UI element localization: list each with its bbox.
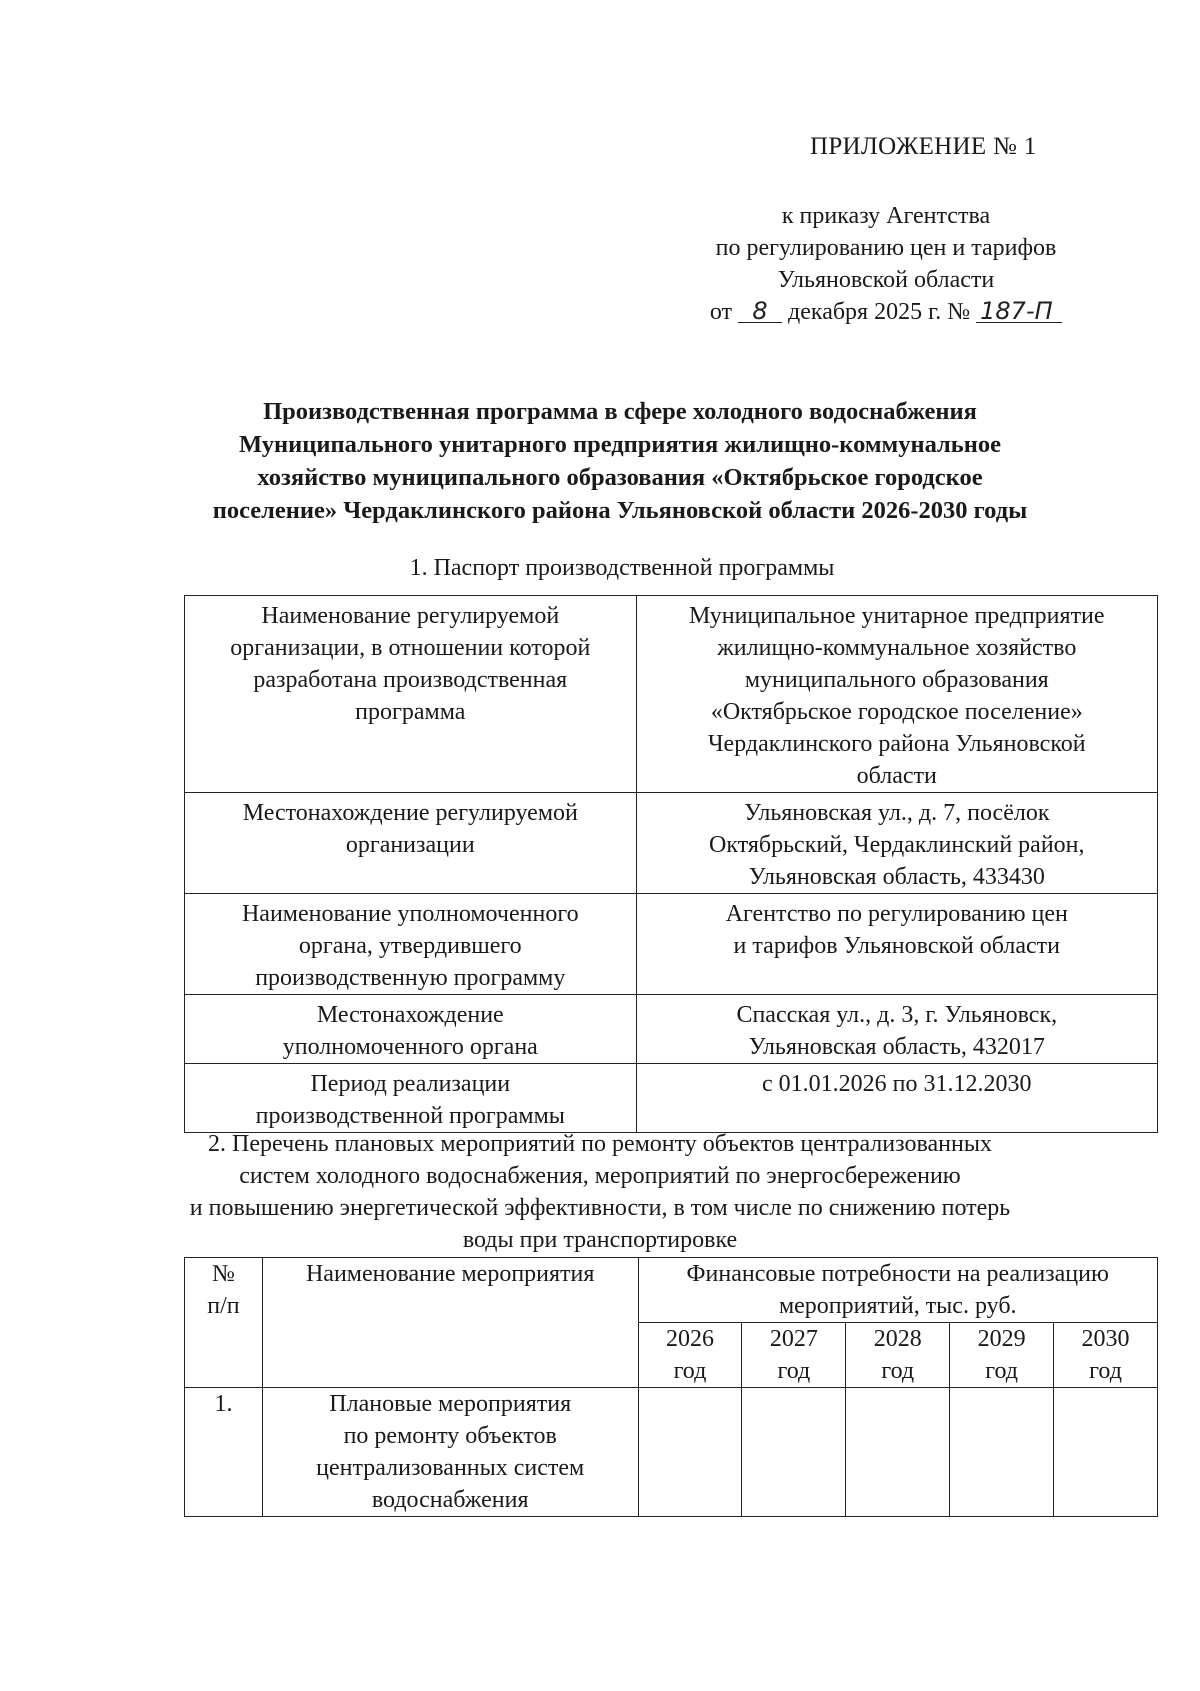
year-suffix: год	[777, 1358, 811, 1384]
passport-value-cell	[636, 1064, 1157, 1133]
order-date-line	[656, 296, 1116, 328]
order-line-2: по регулированию цен и тарифов	[715, 235, 1057, 261]
passport-label-line: Наименование регулируемой	[261, 603, 560, 629]
col-header-year	[1054, 1323, 1158, 1388]
passport-value-line: «Октябрьское городское поселение»	[710, 699, 1083, 725]
program-title-line-1: Производственная программа в сфере холодного водоснабжения	[263, 398, 977, 425]
order-line-1: к приказу Агентства	[781, 203, 991, 229]
passport-value-line: Октябрьский, Чердаклинский район,	[709, 832, 1085, 858]
col-header-finance	[638, 1258, 1158, 1323]
passport-value-line: и тарифов Ульяновской области	[733, 933, 1060, 959]
col-header-year	[742, 1323, 846, 1388]
passport-label-line: Местонахождение	[316, 1002, 504, 1028]
appendix-title: ПРИЛОЖЕНИЕ № 1	[810, 133, 1037, 160]
measures-table	[184, 1257, 1158, 1517]
order-date-text: декабря 2025 г. №	[788, 299, 971, 325]
passport-value-line: Ульяновская область, 432017	[748, 1034, 1045, 1060]
col-header-number-line-2: п/п	[207, 1293, 240, 1319]
passport-label-cell	[185, 894, 637, 995]
passport-row	[185, 793, 1158, 894]
passport-value-line: Муниципальное унитарное предприятие	[689, 603, 1105, 629]
passport-heading: 1. Паспорт производственной программы	[409, 555, 835, 581]
passport-value-line: Чердаклинского района Ульяновской	[707, 731, 1086, 757]
passport-table	[184, 595, 1158, 1133]
passport-label-line: органа, утвердившего	[298, 933, 522, 959]
col-header-year	[950, 1323, 1054, 1388]
program-title-line-4: поселение» Чердаклинского района Ульяновской области 2026-2030 годы	[212, 497, 1028, 524]
measure-name-line: водоснабжения	[371, 1487, 529, 1513]
passport-label-cell	[185, 995, 637, 1064]
passport-value-cell	[636, 793, 1157, 894]
passport-label-line: производственной программы	[255, 1103, 565, 1129]
passport-value-line: с 01.01.2026 по 31.12.2030	[762, 1071, 1032, 1097]
col-header-finance-line-2: мероприятий, тыс. руб.	[778, 1293, 1017, 1319]
measure-name-line: централизованных систем	[316, 1455, 585, 1481]
passport-label-line: Наименование уполномоченного	[241, 901, 579, 927]
year-value: 2030	[1081, 1326, 1130, 1352]
year-value: 2028	[873, 1326, 922, 1352]
measure-name-line: Плановые мероприятия	[329, 1391, 572, 1417]
passport-row	[185, 894, 1158, 995]
passport-value-cell	[636, 596, 1157, 793]
order-reference	[656, 200, 1116, 328]
passport-label-cell	[185, 793, 637, 894]
col-header-name: Наименование мероприятия	[262, 1258, 638, 1388]
measures-heading-line-3: и повышению энергетической эффективности, в том числе по снижению потерь	[189, 1195, 1011, 1221]
measures-heading	[0, 1128, 1200, 1256]
passport-label-line: Местонахождение регулируемой	[242, 800, 578, 826]
order-day-handwritten: 8	[738, 300, 782, 323]
passport-row	[185, 1064, 1158, 1133]
col-header-number-line-1: №	[211, 1261, 235, 1287]
measure-finance-cell	[846, 1388, 950, 1517]
measures-heading-line-4: воды при транспортировке	[462, 1227, 738, 1253]
year-value: 2027	[769, 1326, 818, 1352]
measure-finance-cell	[638, 1388, 742, 1517]
passport-row	[185, 596, 1158, 793]
passport-label-cell	[185, 596, 637, 793]
passport-value-line: муниципального образования	[744, 667, 1049, 693]
passport-value-line: жилищно-коммунальное хозяйство	[717, 635, 1077, 661]
col-header-year	[638, 1323, 742, 1388]
passport-label-cell	[185, 1064, 637, 1133]
year-suffix: год	[1089, 1358, 1122, 1384]
measure-finance-cell	[742, 1388, 846, 1517]
measure-finance-cell	[950, 1388, 1054, 1517]
measure-finance-cell	[1054, 1388, 1158, 1517]
passport-value-line: области	[856, 763, 937, 789]
passport-label-line: программа	[355, 699, 466, 725]
program-title-line-2: Муниципального унитарного предприятия жилищно-коммунальное	[238, 431, 1001, 458]
passport-value-line: Спасская ул., д. 3, г. Ульяновск,	[736, 1002, 1058, 1028]
passport-label-line: разработана производственная	[253, 667, 568, 693]
passport-value-cell	[636, 894, 1157, 995]
measures-heading-line-1: 2. Перечень плановых мероприятий по ремонту объектов централизованных	[208, 1131, 992, 1157]
passport-label-line: организации	[345, 832, 475, 858]
col-header-number	[185, 1258, 263, 1388]
measure-name-line: по ремонту объектов	[343, 1423, 557, 1449]
passport-row	[185, 995, 1158, 1064]
passport-value-line: Агентство по регулированию цен	[725, 901, 1068, 927]
passport-label-line: уполномоченного органа	[282, 1034, 538, 1060]
measure-name	[262, 1388, 638, 1517]
col-header-year	[846, 1323, 950, 1388]
measures-heading-line-2: систем холодного водоснабжения, мероприятий по энергосбережению	[239, 1163, 961, 1189]
year-suffix: год	[673, 1358, 707, 1384]
program-title-line-3: хозяйство муниципального образования «Октябрьское городское	[257, 464, 983, 491]
order-prefix: от	[709, 299, 733, 325]
measure-row	[185, 1388, 1158, 1517]
passport-value-line: Ульяновская ул., д. 7, посёлок	[744, 800, 1050, 826]
col-header-finance-line-1: Финансовые потребности на реализацию	[686, 1261, 1109, 1287]
order-line-3: Ульяновской области	[777, 267, 995, 293]
passport-label-line: производственную программу	[255, 965, 566, 991]
passport-value-cell	[636, 995, 1157, 1064]
passport-label-line: организации, в отношении которой	[230, 635, 591, 661]
year-value: 2026	[665, 1326, 714, 1352]
order-number-handwritten: 187-П	[976, 300, 1062, 323]
year-suffix: год	[881, 1358, 915, 1384]
passport-value-line: Ульяновская область, 433430	[748, 864, 1045, 890]
passport-label-line: Период реализации	[310, 1071, 511, 1097]
program-title	[180, 395, 1060, 527]
year-value: 2029	[977, 1326, 1026, 1352]
measure-number: 1.	[185, 1388, 263, 1517]
year-suffix: год	[985, 1358, 1018, 1384]
